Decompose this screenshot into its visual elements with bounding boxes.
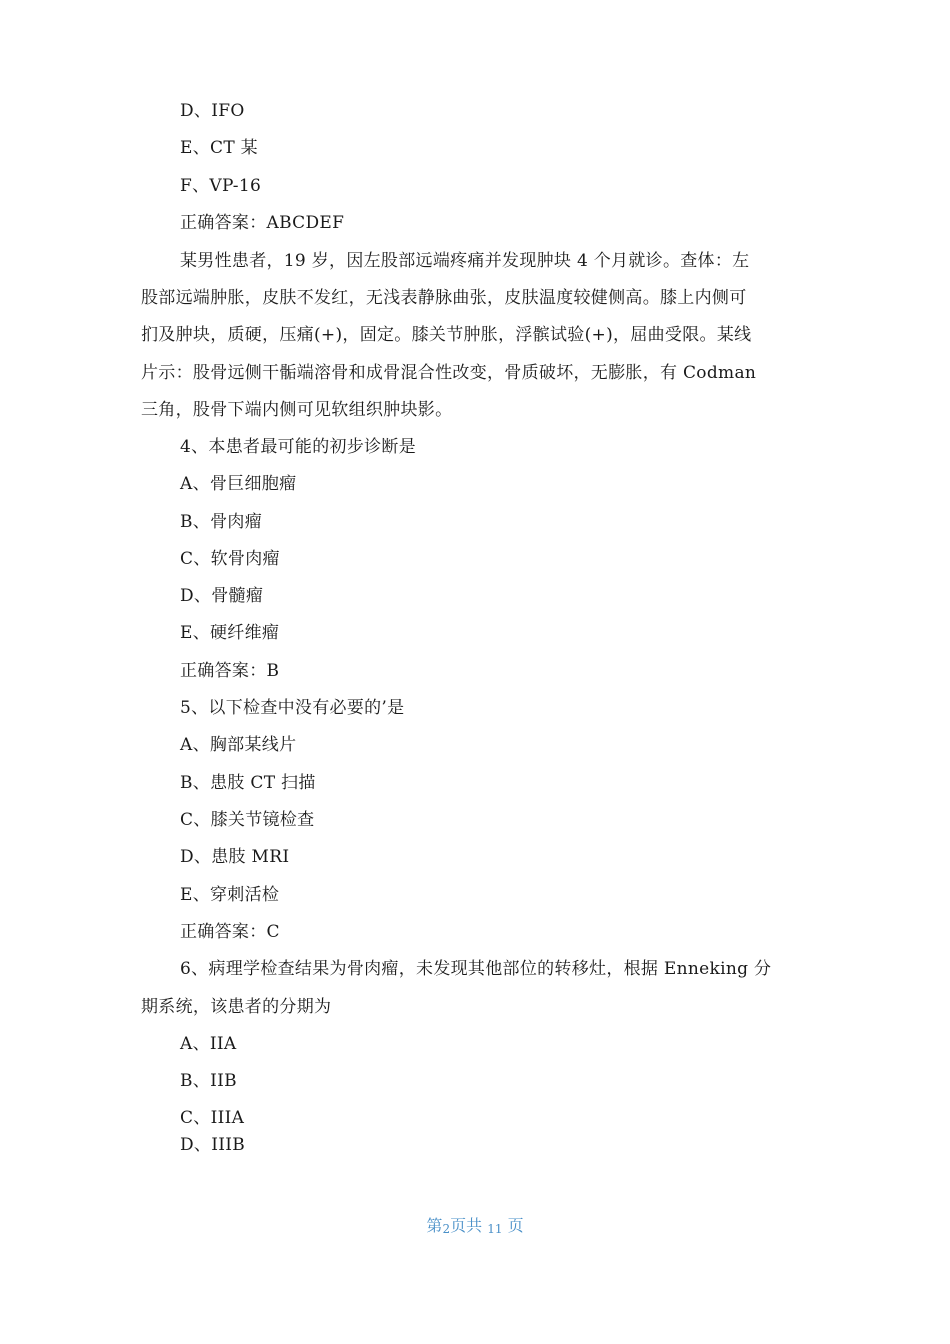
option-c: C、IIIA [180, 1108, 245, 1128]
case-paragraph-line: 片示：股骨远侧干骺端溶骨和成骨混合性改变，骨质破坏，无膨胀，有 Codman [141, 363, 757, 383]
option-d: D、患肢 MRI [180, 847, 290, 867]
case-paragraph-line: 三角，股骨下端内侧可见软组织肿块影。 [141, 400, 453, 420]
footer-suffix: 页 [507, 1216, 524, 1235]
question-5: 5、以下检查中没有必要的’是 [180, 698, 405, 718]
question-4: 4、本患者最可能的初步诊断是 [180, 437, 417, 457]
option-a: A、IIA [180, 1034, 237, 1054]
page-footer [0, 1215, 950, 1240]
option-e: E、穿刺活检 [180, 885, 280, 905]
option-e: E、硬纤维瘤 [180, 623, 280, 643]
option-f: F、VP-16 [180, 176, 262, 196]
option-d: D、IIIB [180, 1135, 246, 1155]
option-e: E、CT 某 [180, 138, 258, 158]
total-pages-number: 11 [487, 1222, 503, 1236]
footer-middle: 页共 [450, 1216, 483, 1235]
option-b: B、患肢 CT 扫描 [180, 773, 316, 793]
option-c: C、软骨肉瘤 [180, 549, 280, 569]
question-6: 6、病理学检查结果为骨肉瘤，未发现其他部位的转移灶，根据 Enneking 分 [180, 959, 772, 979]
option-d: D、骨髓瘤 [180, 586, 264, 606]
correct-answer: 正确答案：C [180, 922, 280, 942]
option-c: C、膝关节镜检查 [180, 810, 315, 830]
question-6-continued: 期系统，该患者的分期为 [141, 997, 332, 1017]
option-d: D、IFO [180, 101, 245, 121]
correct-answer: 正确答案：ABCDEF [180, 213, 345, 233]
case-paragraph-line: 扪及肿块，质硬，压痛(+)，固定。膝关节肿胀，浮髌试验(+)，屈曲受限。某线 [141, 325, 752, 345]
case-paragraph-line: 股部远端肿胀，皮肤不发红，无浅表静脉曲张，皮肤温度较健侧高。膝上内侧可 [141, 288, 747, 308]
correct-answer: 正确答案：B [180, 661, 280, 681]
current-page-number: 2 [442, 1222, 451, 1236]
option-a: A、骨巨细胞瘤 [180, 474, 297, 494]
option-b: B、IIB [180, 1071, 237, 1091]
case-paragraph-line: 某男性患者，19 岁，因左股部远端疼痛并发现肿块 4 个月就诊。查体：左 [180, 251, 750, 271]
option-a: A、胸部某线片 [180, 735, 297, 755]
option-b: B、骨肉瘤 [180, 512, 262, 532]
footer-prefix: 第 [426, 1216, 443, 1235]
